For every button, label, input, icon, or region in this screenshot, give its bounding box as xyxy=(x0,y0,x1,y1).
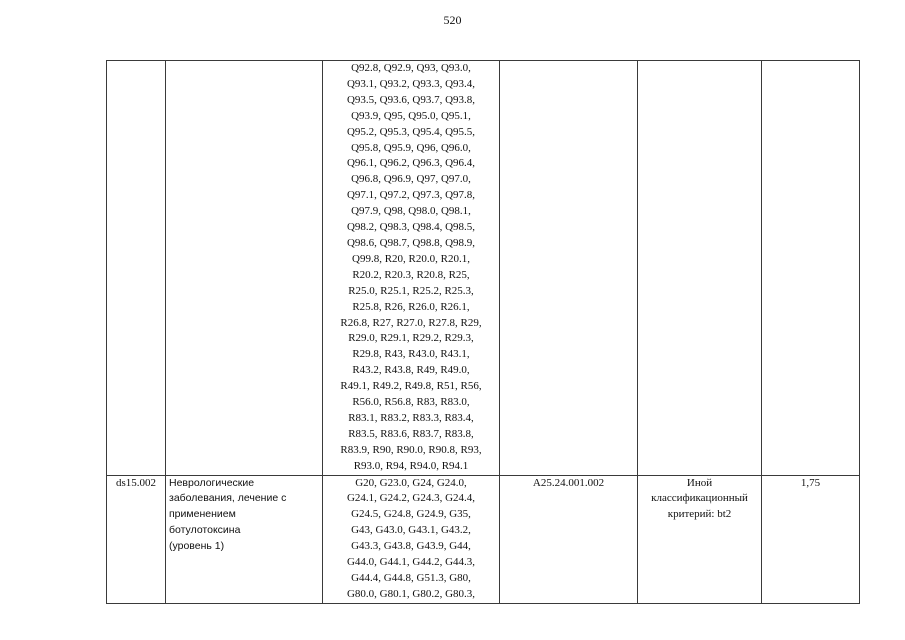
criterion-line: классификационный xyxy=(651,492,748,505)
icd-line: R83.5, R83.6, R83.7, R83.8, xyxy=(348,427,474,440)
icd-line: G20, G23.0, G24, G24.0, xyxy=(355,476,467,489)
icd-line: R25.8, R26, R26.0, R26.1, xyxy=(352,300,470,313)
icd-line: G24.5, G24.8, G24.9, G35, xyxy=(351,508,471,521)
table-row-ds15-002 xyxy=(107,475,860,603)
cell-service: A25.24.001.002 xyxy=(500,475,638,603)
icd-line: Q99.8, R20, R20.0, R20.1, xyxy=(352,252,470,265)
icd-line: Q95.8, Q95.9, Q96, Q96.0, xyxy=(351,141,471,154)
icd-line: Q98.6, Q98.7, Q98.8, Q98.9, xyxy=(346,236,476,249)
icd-line: G24.1, G24.2, G24.3, G24.4, xyxy=(346,492,476,505)
name-line: Неврологические xyxy=(169,476,255,489)
cell-coefficient: 1,75 xyxy=(762,475,860,603)
icd-line: Q95.2, Q95.3, Q95.4, Q95.5, xyxy=(346,125,476,138)
icd-line: R29.0, R29.1, R29.2, R29.3, xyxy=(348,332,474,345)
icd-line: R49.1, R49.2, R49.8, R51, R56, xyxy=(340,380,482,393)
name-line: (уровень 1) xyxy=(169,540,225,553)
cell-name xyxy=(166,475,323,603)
icd-line: G43.3, G43.8, G43.9, G44, xyxy=(351,540,471,553)
cell-name xyxy=(166,61,323,476)
icd-line: Q97.9, Q98, Q98.0, Q98.1, xyxy=(351,205,471,218)
cell-icd-codes xyxy=(323,475,500,603)
cell-criterion xyxy=(638,61,762,476)
icd-line: R20.2, R20.3, R20.8, R25, xyxy=(352,268,470,281)
icd-line: R26.8, R27, R27.0, R27.8, R29, xyxy=(340,316,482,329)
cell-code xyxy=(107,61,166,476)
icd-line: G44.0, G44.1, G44.2, G44.3, xyxy=(346,556,476,569)
name-line: ботулотоксина xyxy=(169,524,241,537)
icd-line: R29.8, R43, R43.0, R43.1, xyxy=(352,348,470,361)
cell-code: ds15.002 xyxy=(107,475,166,603)
table-row-continuation xyxy=(107,61,860,476)
name-line: заболевания, лечение с xyxy=(169,492,287,505)
icd-line: G43, G43.0, G43.1, G43.2, xyxy=(351,524,471,537)
tariff-table xyxy=(106,60,860,604)
icd-line: R43.2, R43.8, R49, R49.0, xyxy=(352,364,470,377)
name-line: применением xyxy=(169,508,236,521)
icd-line: R83.9, R90, R90.0, R90.8, R93, xyxy=(340,443,482,456)
criterion-line: критерий: bt2 xyxy=(667,508,732,521)
icd-line: Q93.9, Q95, Q95.0, Q95.1, xyxy=(351,109,471,122)
icd-line: R83.1, R83.2, R83.3, R83.4, xyxy=(348,411,474,424)
icd-line: G44.4, G44.8, G51.3, G80, xyxy=(351,572,471,584)
icd-line: Q92.8, Q92.9, Q93, Q93.0, xyxy=(351,62,471,74)
icd-line: Q97.1, Q97.2, Q97.3, Q97.8, xyxy=(346,189,476,202)
cell-service xyxy=(500,61,638,476)
page-number: 520 xyxy=(443,13,462,27)
icd-line: Q98.2, Q98.3, Q98.4, Q98.5, xyxy=(346,221,476,234)
icd-line: R25.0, R25.1, R25.2, R25.3, xyxy=(348,284,474,297)
icd-line: Q96.8, Q96.9, Q97, Q97.0, xyxy=(351,173,471,186)
icd-line: Q93.5, Q93.6, Q93.7, Q93.8, xyxy=(346,93,476,106)
icd-line: Q93.1, Q93.2, Q93.3, Q93.4, xyxy=(346,77,476,90)
cell-criterion xyxy=(638,475,762,603)
icd-line: G80.0, G80.1, G80.2, G80.3, xyxy=(346,587,476,600)
criterion-line: Иной xyxy=(686,476,713,489)
icd-line: R93.0, R94, R94.0, R94.1 xyxy=(353,459,469,472)
cell-icd-codes xyxy=(323,61,500,476)
cell-coefficient xyxy=(762,61,860,476)
icd-line: Q96.1, Q96.2, Q96.3, Q96.4, xyxy=(346,157,476,170)
icd-line: R56.0, R56.8, R83, R83.0, xyxy=(352,396,470,409)
